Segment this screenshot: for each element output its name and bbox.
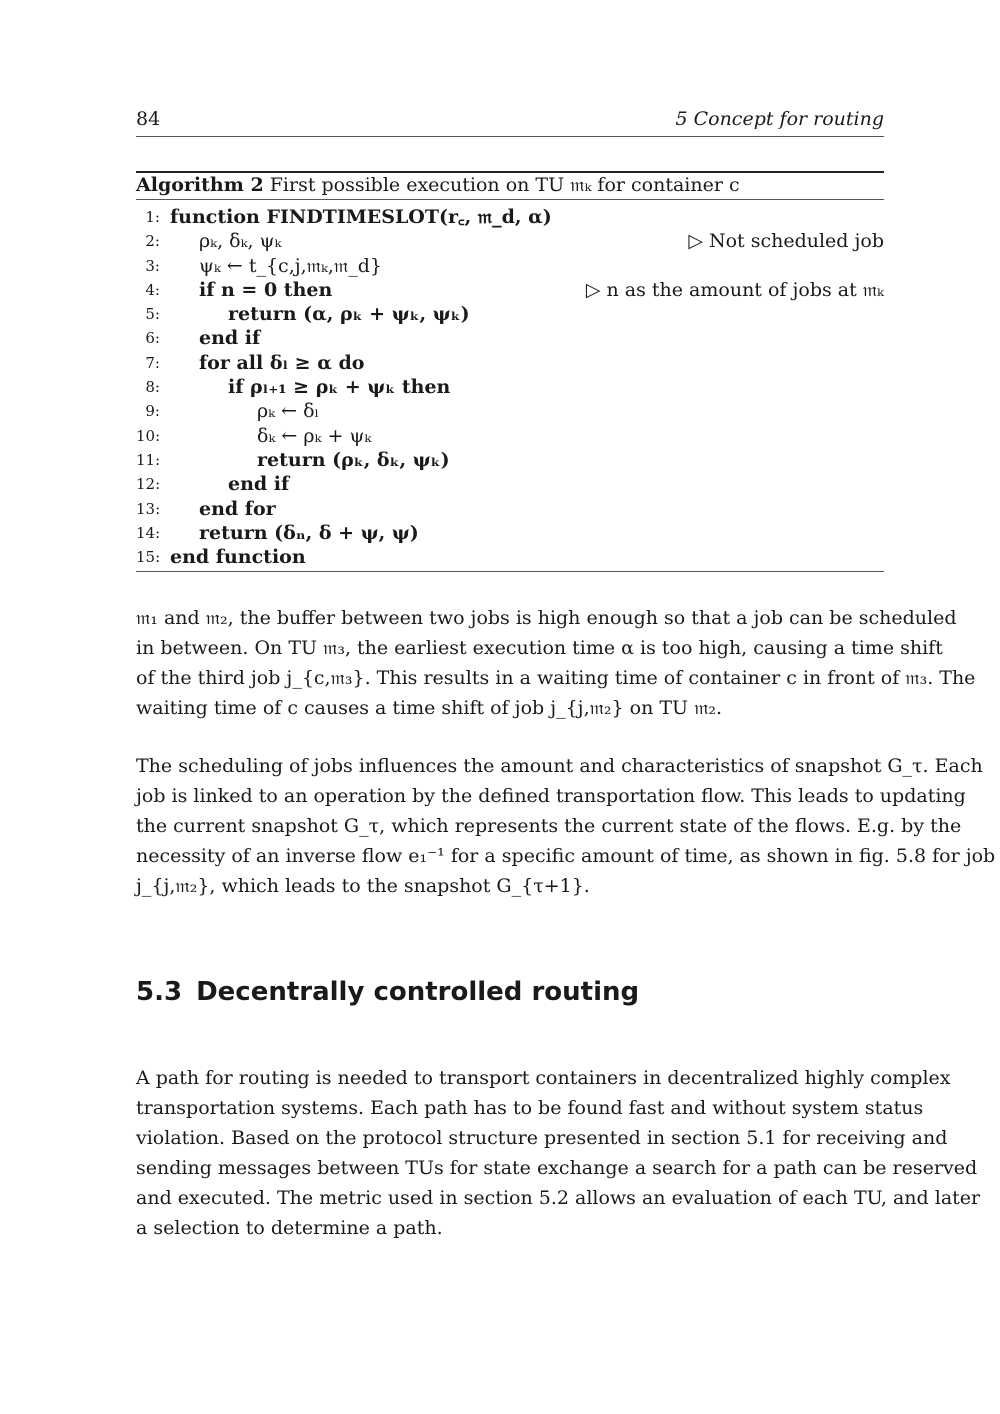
line-code: end for [199, 497, 276, 520]
algorithm-line [136, 205, 884, 229]
line-code: ρₖ, δₖ, ψₖ [199, 230, 282, 253]
paragraph-2 [136, 751, 996, 901]
section-title: Decentrally controlled routing [196, 977, 640, 1007]
line-number: 5: [145, 305, 160, 324]
line-code: end function [170, 546, 306, 569]
line-number: 7: [145, 353, 160, 372]
text-line: a selection to determine a path. [136, 1217, 443, 1239]
line-code: return (α, ρₖ + ψₖ, ψₖ) [228, 303, 470, 326]
algorithm-line [136, 424, 884, 448]
line-number: 10: [136, 426, 161, 445]
line-code: if ρₗ₊₁ ≥ ρₖ + ψₖ then [228, 376, 451, 399]
line-number: 1: [145, 208, 160, 226]
algorithm-bottom-rule [136, 571, 884, 572]
section-heading [136, 977, 884, 1007]
algorithm-line [136, 497, 884, 521]
line-number: 4: [145, 280, 160, 299]
text-line: job is linked to an operation by the defined transportation flow. This leads to updating [136, 785, 966, 807]
line-number: 2: [145, 232, 160, 251]
line-number: 13: [136, 499, 161, 518]
paragraph-1 [136, 603, 976, 723]
chapter-title: 5 Concept for routing [675, 108, 884, 130]
algorithm-line [136, 351, 884, 375]
algorithm-line [136, 302, 884, 326]
line-code: return (ρₖ, δₖ, ψₖ) [257, 448, 450, 471]
algorithm-lines [136, 200, 884, 569]
algorithm-line [136, 448, 884, 472]
line-number: 15: [136, 548, 161, 567]
algorithm-line [136, 254, 884, 278]
line-comment: ▷ n as the amount of jobs at 𝔪ₖ [585, 278, 884, 301]
text-line: in between. On TU 𝔪₃, the earliest execution time α is too high, causing a time shift [136, 637, 943, 659]
line-code: return (δₙ, δ + ψ, ψ) [199, 521, 419, 544]
line-code: for all δₗ ≥ α do [199, 351, 365, 374]
algorithm-line [136, 521, 884, 545]
algorithm-line [136, 229, 884, 253]
algorithm-line [136, 545, 884, 569]
text-line: sending messages between TUs for state exchange a search for a path can be reserved [136, 1157, 978, 1179]
algorithm-line [136, 399, 884, 423]
page-number: 84 [136, 108, 161, 130]
algorithm-line [136, 278, 884, 302]
text-line: 𝔪₁ and 𝔪₂, the buffer between two jobs is high enough so that a job can be scheduled [136, 607, 957, 629]
running-head [136, 106, 884, 137]
text-line: j_{j,𝔪₂}, which leads to the snapshot G_{τ+1}. [136, 875, 590, 897]
algorithm-caption [136, 173, 884, 200]
line-code: if n = 0 then [199, 278, 333, 301]
text-line: waiting time of c causes a time shift of job j_{j,𝔪₂} on TU 𝔪₂. [136, 697, 723, 719]
text-line: The scheduling of jobs influences the amount and characteristics of snapshot G_τ. Each [136, 755, 983, 777]
line-number: 3: [145, 256, 160, 275]
algorithm-label: Algorithm 2 [136, 174, 264, 196]
text-line: and executed. The metric used in section 5.2 allows an evaluation of each TU, and later [136, 1187, 981, 1209]
line-number: 14: [136, 523, 161, 542]
algorithm-line [136, 472, 884, 496]
line-number: 11: [136, 450, 161, 469]
line-number: 9: [145, 402, 160, 421]
algorithm-block [136, 171, 884, 572]
text-line: of the third job j_{c,𝔪₃}. This results in a waiting time of container c in front of 𝔪₃. The [136, 667, 976, 689]
algorithm-line [136, 326, 884, 350]
paragraph-3 [136, 1063, 981, 1243]
line-number: 6: [145, 329, 160, 348]
line-comment: ▷ Not scheduled job [688, 230, 884, 253]
line-code: function FINDTIMESLOT(r꜀, 𝔪_d, α) [170, 206, 552, 228]
text-line: A path for routing is needed to transport containers in decentralized highly complex [136, 1067, 951, 1089]
algorithm-caption-text: First possible execution on TU 𝔪ₖ for container c [269, 174, 740, 196]
section-number: 5.3 [136, 977, 183, 1007]
line-number: 8: [145, 378, 160, 397]
text-line: the current snapshot G_τ, which represents the current state of the flows. E.g. by the [136, 815, 962, 837]
line-code: ψₖ ← t_{c,j,𝔪ₖ,𝔪_d} [199, 254, 382, 277]
text-line: necessity of an inverse flow e₁⁻¹ for a specific amount of time, as shown in fig. 5.8 for job [136, 845, 996, 867]
algorithm-line [136, 375, 884, 399]
line-code: end if [228, 473, 290, 496]
line-code: δₖ ← ρₖ + ψₖ [257, 424, 372, 447]
text-line: violation. Based on the protocol structure presented in section 5.1 for receiving and [136, 1127, 948, 1149]
text-line: transportation systems. Each path has to be found fast and without system status [136, 1097, 924, 1119]
line-code: ρₖ ← δₗ [257, 400, 320, 423]
line-number: 12: [136, 475, 161, 494]
line-code: end if [199, 327, 261, 350]
